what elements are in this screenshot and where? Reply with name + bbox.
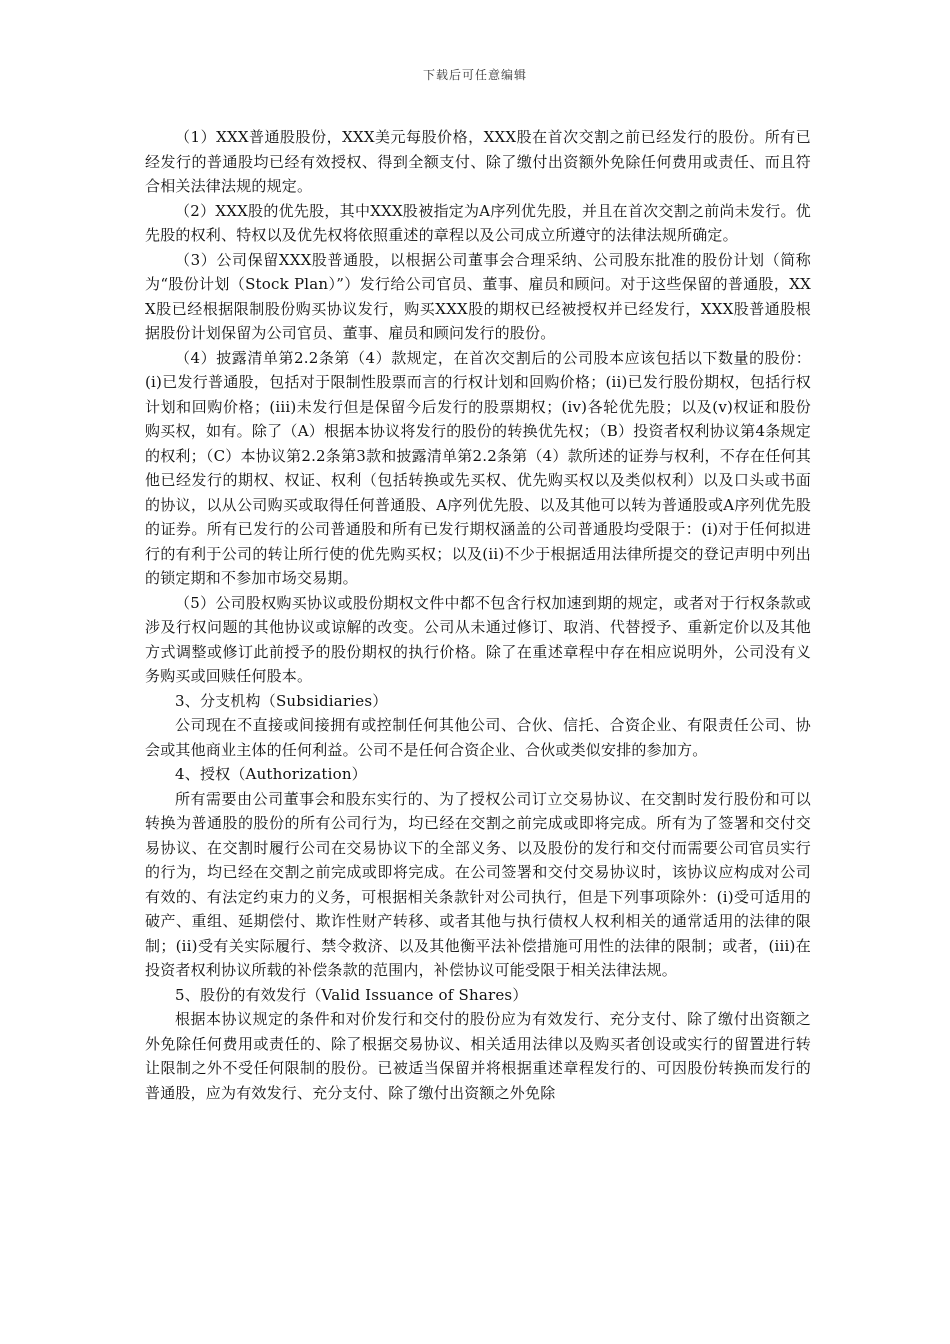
paragraph-option-acceleration: （5）公司股权购买协议或股份期权文件中都不包含行权加速到期的规定，或者对于行权条款或涉及行权问题的其他协议或谅解的改变。公司从未通过修订、取消、代替授予、重新定价以及其他方式调整或修订此前授予的股份期权的执行价格。除了在重述章程中存在相应说明外，公司没有义务购买或回赎任何股本。 xyxy=(145,593,811,685)
paragraph-disclosure-schedule: （4）披露清单第2.2条第（4）款规定，在首次交割后的公司股本应该包括以下数量的股份：(i)已发行普通股，包括对于限制性股票而言的行权计划和回购价格；(ii)已发行股份期权，包括行权计划和回购价格；(iii)未发行但是保留今后发行的股票期权；(iv)各轮优先股；以及(v)权证和股份购买权，如有。除了（A）根据本协议将发行的股份的转换优先权；（B）投资者权利协议第4条规定的权利；（C）本协议第2.2条第3款和披露清单第2.2条第（4）款所述的证券与权利，不存在任何其他已经发行的期权、权证、权利（包括转换或先买权、优先购买权以及类似权利）以及口头或书面的协议，以从公司购买或取得任何普通股、A序列优先股、以及其他可以转为普通股或A序列优先股的证券。所有已发行的公司普通股和所有已发行期权涵盖的公司普通股均受限于：(i)对于任何拟进行的有利于公司的转让所行使的优先购买权；以及(ii)不少于根据适用法律所提交的登记声明中列出的锁定期和不参加市场交易期。 xyxy=(145,348,811,587)
paragraph-common-stock: （1）XXX普通股股份，XXX美元每股价格，XXX股在首次交割之前已经发行的股份。所有已经发行的普通股均已经有效授权、得到全额支付、除了缴付出资额外免除任何费用或责任、而且符合相关法律法规的规定。 xyxy=(145,128,811,195)
page-header-note: 下载后可任意编辑 xyxy=(422,68,527,82)
paragraph-subsidiaries: 公司现在不直接或间接拥有或控制任何其他公司、合伙、信托、合资企业、有限责任公司、协会或其他商业主体的任何利益。公司不是任何合资企业、合伙或类似安排的参加方。 xyxy=(145,716,811,759)
section-heading-authorization: 4、授权（Authorization） xyxy=(175,765,367,783)
paragraph-preferred-stock: （2）XXX股的优先股，其中XXX股被指定为A序列优先股，并且在首次交割之前尚未发行。优先股的权利、特权以及优先权将依照重述的章程以及公司成立所遵守的法律法规所确定。 xyxy=(145,201,811,244)
paragraph-authorization: 所有需要由公司董事会和股东实行的、为了授权公司订立交易协议、在交割时发行股份和可以转换为普通股的股份的所有公司行为，均已经在交割之前完成或即将完成。所有为了签署和交付交易协议、在交割时履行公司在交易协议下的全部义务、以及股份的发行和交付而需要公司官员实行的行为，均已经在交割之前完成或即将完成。在公司签署和交付交易协议时，该协议应构成对公司有效的、有法定约束力的义务，可根据相关条款针对公司执行，但是下列事项除外：(i)受可适用的破产、重组、延期偿付、欺诈性财产转移、或者其他与执行债权人权利相关的通常适用的法律的限制；(ii)受有关实际履行、禁令救济、以及其他衡平法补偿措施可用性的法律的限制；或者，(iii)在投资者权利协议所载的补偿条款的范围内，补偿协议可能受限于相关法律法规。 xyxy=(145,789,811,979)
section-heading-subsidiaries: 3、分支机构（Subsidiaries） xyxy=(175,691,388,710)
document-body xyxy=(145,125,811,1105)
section-heading-valid-issuance: 5、股份的有效发行（Valid Issuance of Shares） xyxy=(175,985,528,1004)
paragraph-valid-issuance: 根据本协议规定的条件和对价发行和交付的股份应为有效发行、充分支付、除了缴付出资额之外免除任何费用或责任的、除了根据交易协议、相关适用法律以及购买者创设或实行的留置进行转让限制之外不受任何限制的股份。已被适当保留并将根据重述章程发行的、可因股份转换而发行的普通股，应为有效发行、充分支付、除了缴付出资额之外免除 xyxy=(145,1010,811,1102)
paragraph-stock-plan: （3）公司保留XXX股普通股，以根据公司董事会合理采纳、公司股东批准的股份计划（简称为“股份计划（Stock Plan）”）发行给公司官员、董事、雇员和顾问。对于这些保留的普通股，XXX股已经根据限制股份购买协议发行，购买XXX股的期权已经被授权并已经发行，XXX股普通股根据股份计划保留为公司官员、董事、雇员和顾问发行的股份。 xyxy=(145,250,811,342)
